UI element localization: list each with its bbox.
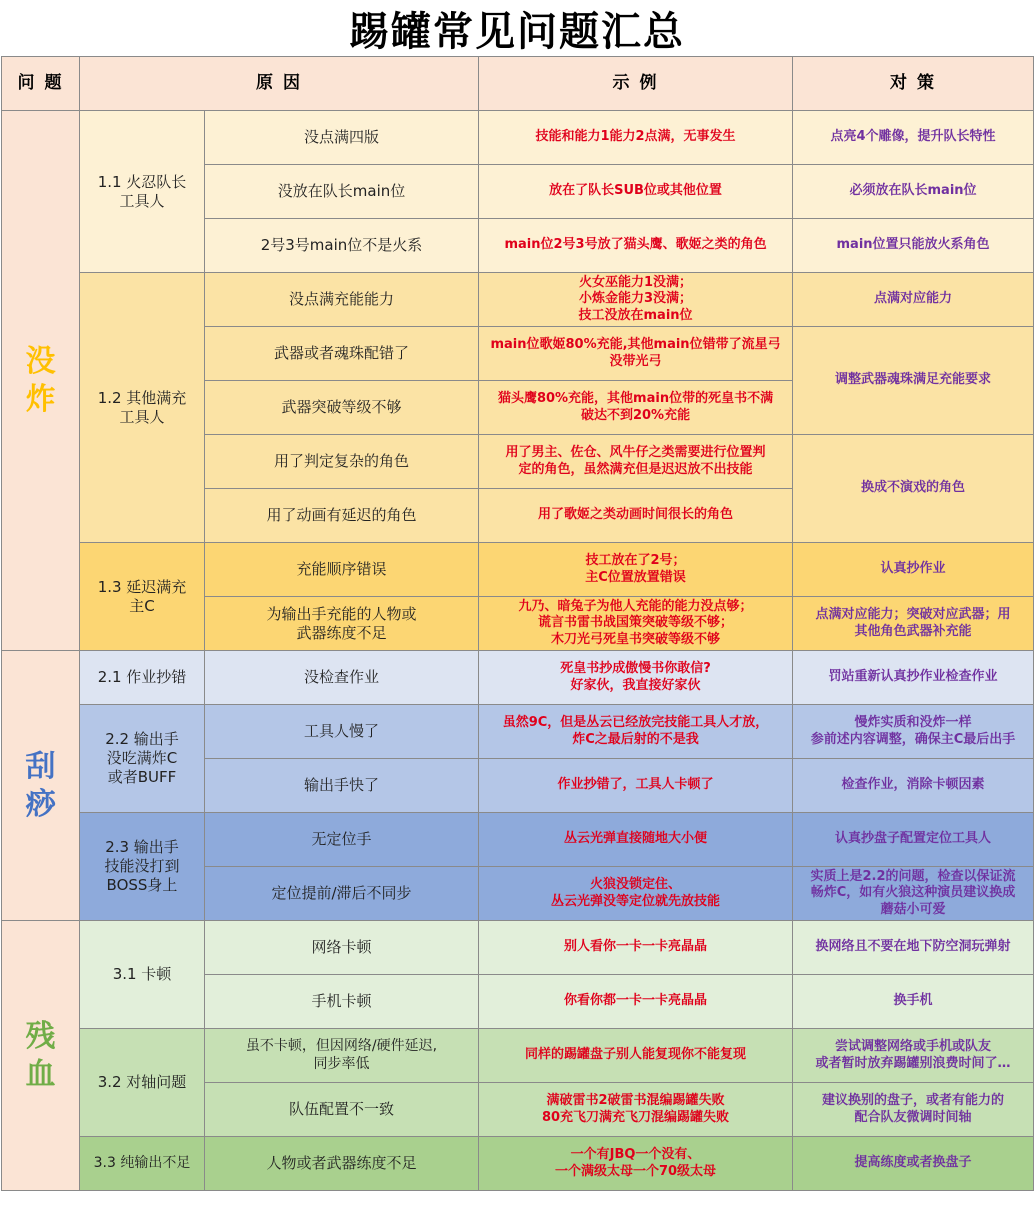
solution-cell: 必须放在队长main位 — [793, 165, 1034, 219]
example-cell: 一个有JBQ一个没有、 一个满级太母一个70级太母 — [479, 1137, 793, 1191]
problem-cell-2: 刮 痧 — [2, 651, 80, 921]
example-cell: 虽然9C，但是丛云已经放完技能工具人才放， 炸C之最后射的不是我 — [479, 705, 793, 759]
reason-cell: 用了判定复杂的角色 — [205, 435, 479, 489]
table-row — [2, 543, 1034, 597]
example-cell: 死皇书抄成傲慢书你敢信? 好家伙，我直接好家伙 — [479, 651, 793, 705]
problem-cell-1: 没 炸 — [2, 111, 80, 651]
example-cell: 作业抄错了，工具人卡顿了 — [479, 759, 793, 813]
solution-cell: 点满对应能力 — [793, 273, 1034, 327]
solution-cell: 认真抄盘子配置定位工具人 — [793, 813, 1034, 867]
reason-cell: 2号3号main位不是火系 — [205, 219, 479, 273]
reason-cell: 定位提前/滞后不同步 — [205, 867, 479, 921]
table-row — [2, 651, 1034, 705]
problem-cell-3: 残 血 — [2, 921, 80, 1191]
table-row — [2, 111, 1034, 165]
header-problem: 问 题 — [2, 57, 80, 111]
example-cell: 别人看你一卡一卡亮晶晶 — [479, 921, 793, 975]
example-cell: 猫头鹰80%充能，其他main位带的死皇书不满 破达不到20%充能 — [479, 381, 793, 435]
cause-cell-3-1: 3.1 卡顿 — [80, 921, 205, 1029]
reason-cell: 没检查作业 — [205, 651, 479, 705]
solution-cell: 罚站重新认真抄作业检查作业 — [793, 651, 1034, 705]
example-cell: 九乃、暗兔子为他人充能的能力没点够； 谎言书雷书战国策突破等级不够； 木刀光弓死皇书突破等级不够 — [479, 597, 793, 651]
solution-cell: main位置只能放火系角色 — [793, 219, 1034, 273]
solution-cell: 检查作业，消除卡顿因素 — [793, 759, 1034, 813]
table-row — [2, 813, 1034, 867]
cause-cell-3-2: 3.2 对轴问题 — [80, 1029, 205, 1137]
header-row — [2, 57, 1034, 111]
example-cell: 技工放在了2号； 主C位置放置错误 — [479, 543, 793, 597]
reason-cell: 虽不卡顿，但因网络/硬件延迟, 同步率低 — [205, 1029, 479, 1083]
reason-cell: 没点满四版 — [205, 111, 479, 165]
solution-cell: 认真抄作业 — [793, 543, 1034, 597]
reason-cell: 工具人慢了 — [205, 705, 479, 759]
solution-cell: 点亮4个雕像，提升队长特性 — [793, 111, 1034, 165]
reason-cell: 人物或者武器练度不足 — [205, 1137, 479, 1191]
solution-cell: 调整武器魂珠满足充能要求 — [793, 327, 1034, 435]
cause-cell-1-1: 1.1 火忍队长 工具人 — [80, 111, 205, 273]
table-row — [2, 705, 1034, 759]
example-cell: 丛云光弹直接随地大小便 — [479, 813, 793, 867]
table-row — [2, 273, 1034, 327]
solution-cell: 换手机 — [793, 975, 1034, 1029]
header-cause: 原 因 — [80, 57, 479, 111]
example-cell: 满破雷书2破雷书混编踢罐失败 80充飞刀满充飞刀混编踢罐失败 — [479, 1083, 793, 1137]
reason-cell: 队伍配置不一致 — [205, 1083, 479, 1137]
reason-cell: 没放在队长main位 — [205, 165, 479, 219]
table-row — [2, 921, 1034, 975]
cause-cell-1-3: 1.3 延迟满充 主C — [80, 543, 205, 651]
cause-cell-2-3: 2.3 输出手 技能没打到 BOSS身上 — [80, 813, 205, 921]
reason-cell: 输出手快了 — [205, 759, 479, 813]
example-cell: main位歌姬80%充能,其他main位错带了流星弓 没带光弓 — [479, 327, 793, 381]
table-row — [2, 1137, 1034, 1191]
page-title: 踢罐常见问题汇总 — [349, 8, 685, 55]
solution-cell: 提高练度或者换盘子 — [793, 1137, 1034, 1191]
reason-cell: 网络卡顿 — [205, 921, 479, 975]
reason-cell: 用了动画有延迟的角色 — [205, 489, 479, 543]
example-cell: 放在了队长SUB位或其他位置 — [479, 165, 793, 219]
faq-table — [1, 56, 1034, 1191]
solution-cell: 建议换别的盘子，或者有能力的 配合队友微调时间轴 — [793, 1083, 1034, 1137]
example-cell: 火女巫能力1没满； 小炼金能力3没满； 技工没放在main位 — [479, 273, 793, 327]
example-cell: 用了歌姬之类动画时间很长的角色 — [479, 489, 793, 543]
reason-cell: 充能顺序错误 — [205, 543, 479, 597]
reason-cell: 武器或者魂珠配错了 — [205, 327, 479, 381]
example-cell: 同样的踢罐盘子别人能复现你不能复现 — [479, 1029, 793, 1083]
reason-cell: 为输出手充能的人物或 武器练度不足 — [205, 597, 479, 651]
solution-cell: 点满对应能力；突破对应武器；用 其他角色武器补充能 — [793, 597, 1034, 651]
cause-cell-3-3: 3.3 纯输出不足 — [80, 1137, 205, 1191]
cause-cell-2-1: 2.1 作业抄错 — [80, 651, 205, 705]
header-solution: 对 策 — [793, 57, 1034, 111]
reason-cell: 武器突破等级不够 — [205, 381, 479, 435]
solution-cell: 尝试调整网络或手机或队友 或者暂时放弃踢罐别浪费时间了… — [793, 1029, 1034, 1083]
reason-cell: 手机卡顿 — [205, 975, 479, 1029]
solution-cell: 换成不演戏的角色 — [793, 435, 1034, 543]
example-cell: 技能和能力1能力2点满，无事发生 — [479, 111, 793, 165]
example-cell: 火狼没锁定住、 丛云光弹没等定位就先放技能 — [479, 867, 793, 921]
table-row — [2, 1029, 1034, 1083]
cause-cell-1-2: 1.2 其他满充 工具人 — [80, 273, 205, 543]
reason-cell: 没点满充能能力 — [205, 273, 479, 327]
example-cell: 你看你都一卡一卡亮晶晶 — [479, 975, 793, 1029]
header-example: 示 例 — [479, 57, 793, 111]
example-cell: main位2号3号放了猫头鹰、歌姬之类的角色 — [479, 219, 793, 273]
solution-cell: 实质上是2.2的问题，检查以保证流 畅炸C，如有火狼这种演员建议换成 蘑菇小可爱 — [793, 867, 1034, 921]
solution-cell: 换网络且不要在地下防空洞玩弹射 — [793, 921, 1034, 975]
cause-cell-2-2: 2.2 输出手 没吃满炸C 或者BUFF — [80, 705, 205, 813]
solution-cell: 慢炸实质和没炸一样 参前述内容调整，确保主C最后出手 — [793, 705, 1034, 759]
example-cell: 用了男主、佐仓、风牛仔之类需要进行位置判 定的角色，虽然满充但是迟迟放不出技能 — [479, 435, 793, 489]
reason-cell: 无定位手 — [205, 813, 479, 867]
